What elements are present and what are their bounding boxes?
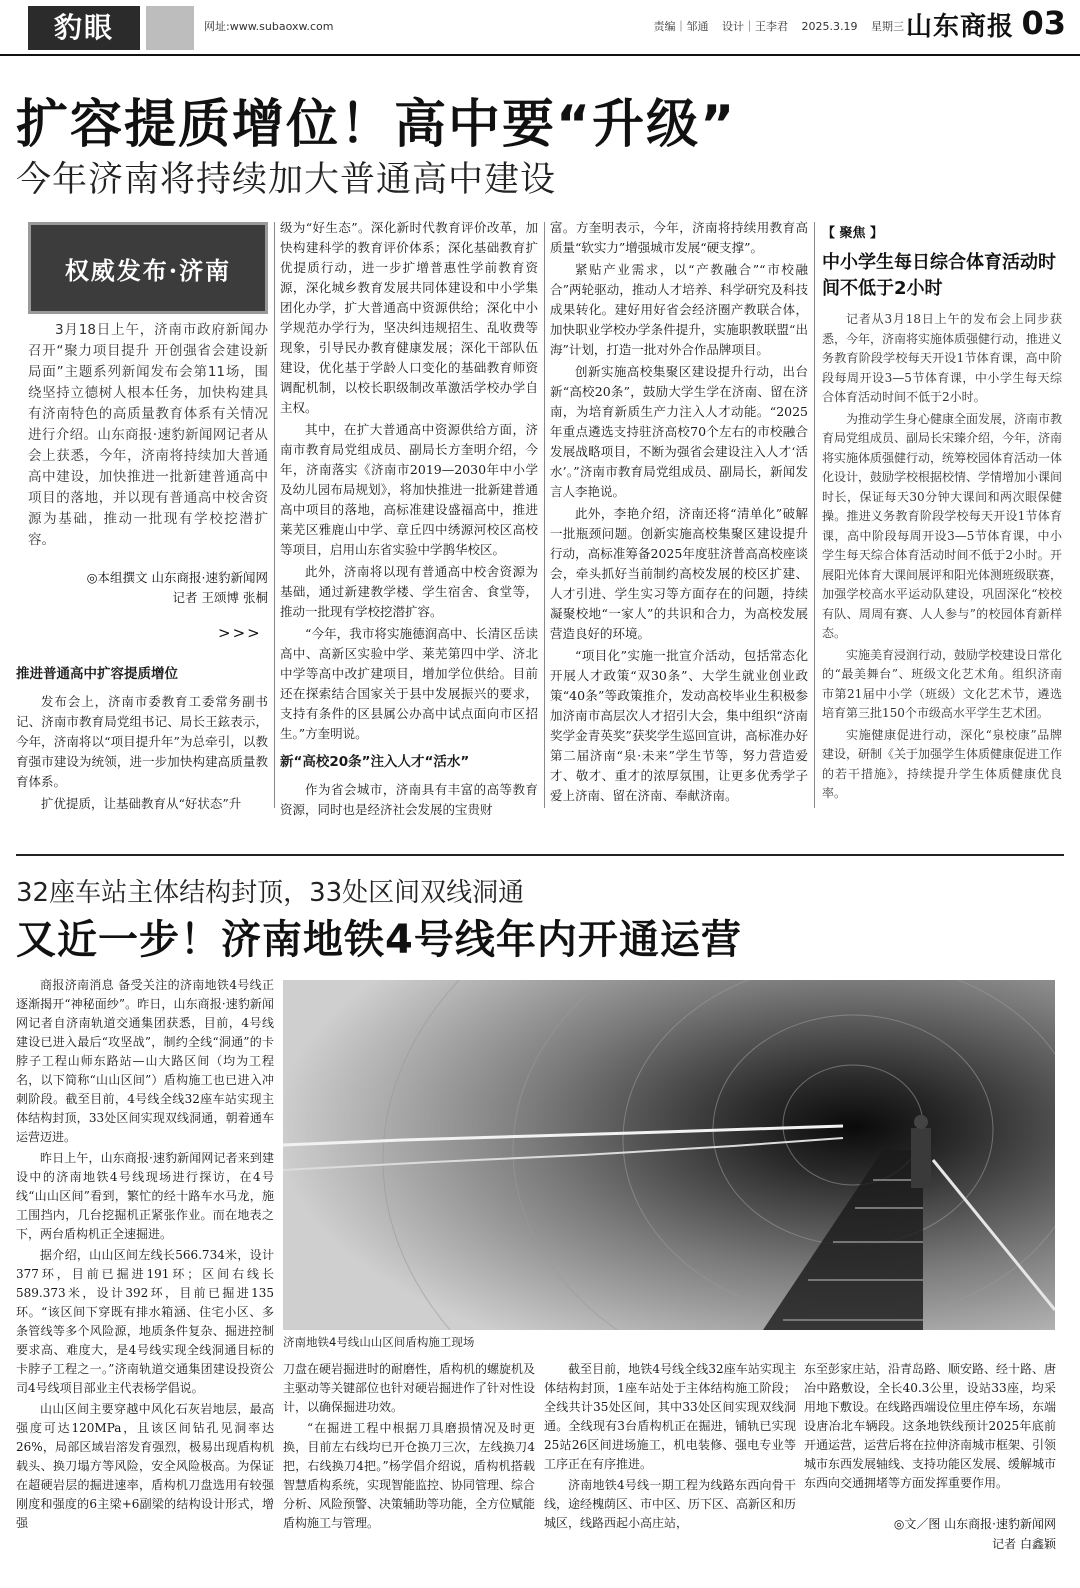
article2-column-3 (544, 1360, 796, 1535)
section-logo-mark (146, 6, 194, 50)
masthead-meta (644, 18, 904, 34)
focus-paragraph: 记者从3月18日上午的发布会上同步获悉，今年，济南将实施体质强健行动，推进义务教育阶段学校每天开设1节体育课，高中阶段每周开设3—5节体育课，中小学生每天综合体育活动时间不低于2小时。 (822, 312, 1063, 404)
body-paragraph: 据介绍，山山区间左线长566.734米，设计377环，目前已掘进191环；区间右线长589.373米，设计392环，目前已掘进135环。“该区间下穿既有排水箱涵、住宅小区、多条管线等多个风险源，地质条件复杂、掘进控制要求高、难度大，是4号线实现全线洞通目标的卡脖子工程之一。”济南轨道交通集团建设投资公司4号线项目部业主代表杨学倡说。 (16, 1248, 274, 1395)
column-rule (274, 222, 275, 808)
continue-arrows: >>> (218, 624, 262, 642)
editor-credit: 责编｜邹通 (653, 20, 709, 33)
focus-title: 中小学生每日综合体育活动时间不低于2小时 (822, 252, 1056, 299)
byline-reporter: 记者 白鑫颖 (992, 1537, 1056, 1551)
body-paragraph: 作为省会城市，济南具有丰富的高等教育资源，同时也是经济社会发展的宝贵财 (280, 782, 538, 817)
body-paragraph: 昨日上午，山东商报·速豹新闻网记者来到建设中的济南地铁4号线现场进行探访，在4号线“山山区间”看到，繁忙的经十路车水马龙，施工围挡内，几台挖掘机正紧张作业。而在地表之下，两台盾构机正全速掘进。 (16, 1151, 274, 1241)
article2-column-2 (283, 1360, 535, 1535)
focus-paragraph: 实施美育浸润行动，鼓励学校建设日常化的“最美舞台”、班级文化艺术角。组织济南市第21届中小学（班级）文化艺术节，遴选培育第三批150个市级高水平学生艺术团。 (822, 647, 1063, 720)
body-paragraph: 其中，在扩大普通高中资源供给方面，济南市教育局党组成员、副局长方奎明介绍，今年，济南落实《济南市2019—2030年中小学及幼儿园布局规划》，将加快推进一批新建普通高中项目的落地，高标准建设盛福高中，推进莱芜区雅鹿山中学、章丘四中绣源河校区高校等项目，启用山东省实验中学鹊华校区。 (280, 422, 538, 557)
page-number: 03 (1021, 4, 1066, 42)
authority-release-banner: 权威发布·济南 (28, 222, 268, 314)
body-paragraph: “项目化”实施一批宣介活动，包括常态化开展人才政策“双30条”、大学生就业创业政策“40条”等政策推介，发动高校毕业生积极参加济南市高层次人才招引大会，集中组织“济南奖学金青英奖”获奖学生巡回宣讲，高标准办好第二届济南“泉·未来”学生节等，努力营造爱才、敬才、重才的浓厚氛围，让更多优秀学子爱上济南、留在济南、奉献济南。 (550, 648, 808, 803)
byline-reporters: 记者 王颂博 张桐 (172, 590, 268, 605)
body-paragraph: “在掘进工程中根据刀具磨损情况及时更换，目前左右线均已开仓换刀三次，左线换刀4把，右线换刀4把。”杨学倡介绍说，盾构机搭载智慧盾构系统，实现智能监控、协同管理、综合分析、风险预警、决策辅助等功能，全方位赋能盾构施工与管理。 (283, 1421, 536, 1530)
article2-column-4 (804, 1360, 1056, 1495)
article1-column-3 (550, 218, 808, 808)
byline-outlet: ◎文／图 山东商报·速豹新闻网 (893, 1517, 1056, 1531)
focus-paragraph: 实施健康促进行动，深化“泉校康”品牌建设，研制《关于加强学生体质健康促进工作的若干措施》，持续提升学生体质健康优良率。 (822, 727, 1063, 800)
paper-name: 山东商报 (905, 12, 1014, 42)
body-paragraph: 刀盘在硬岩掘进时的耐磨性，盾构机的螺旋机及主驱动等关键部位也针对硬岩掘进作了针对性设计，以确保掘进功效。 (283, 1362, 536, 1414)
body-paragraph: 山山区间主要穿越中风化石灰岩地层，最高强度可达120MPa，且该区间钻孔见洞率达26%，局部区域岩溶发育强烈，极易出现盾构机载头、换刀塌方等风险，安全风险极高。为保证在超硬岩层的掘进速率，盾构机刀盘选用有较强刚度和强度的6主梁+6副梁的结构设计形式，增强 (16, 1402, 274, 1530)
body-paragraph: 扩优提质，让基础教育从“好状态”升 (41, 796, 242, 811)
tunnel-illustration (283, 980, 1055, 1330)
article1-byline (28, 568, 268, 608)
masthead (0, 0, 1080, 56)
body-paragraph: 发布会上，济南市委教育工委常务副书记、济南市教育局党组书记、局长王鉉表示，今年，济南将以“项目提升年”为总牵引，以教育强市建设为统领，进一步加快构建高质量教育体系。 (16, 694, 268, 789)
body-paragraph: 东至彭家庄站，沿青岛路、顺安路、经十路、唐冶中路敷设，全长40.3公里，设站33座，均采用地下敷设。在线路西端设位里庄停车场，东端设唐冶北车辆段。这条地铁线预计2025年底前开通运营，运营后将在拉伸济南城市框架、引领城市东西发展轴线、支持功能区发展、缓解城市东西向交通拥堵等方面发挥重要作用。 (804, 1362, 1057, 1490)
issue-weekday: 星期三 (871, 20, 904, 33)
focus-paragraph: 为推动学生身心健康全面发展，济南市教育局党组成员、副局长宋臻介绍，今年，济南将实施体质强健行动，统筹校园体育活动一体化设计，鼓励学校根据校情、学情增加小课间时长，保证每天30分钟大课间和两次眼保健操。推进义务教育阶段学校每天开设1节体育课，高中阶段每周开设3—5节体育课，中小学生每天综合体育活动时间不低于2小时。开展阳光体育大课间展评和阳光体测班级联赛，加强学校高水平运动队建设，巩固深化“校校有队、周周有赛、人人参与”的校园体育新样态。 (822, 411, 1063, 640)
body-paragraph: 此外，济南将以现有普通高中校舍资源为基础，通过新建教学楼、学生宿舍、食堂等，推动一批现有学校挖潜扩容。 (280, 564, 538, 619)
body-paragraph: 济南地铁4号线一期工程为线路东西向骨干线，途经槐荫区、市中区、历下区、高新区和历城区，线路西起小高庄站， (544, 1478, 797, 1530)
body-paragraph: 此外，李艳介绍，济南还将“清单化”破解一批瓶颈问题。创新实施高校集聚区建设提升行动，高标准筹备2025年度驻济普高高校座谈会，牵头抓好当前制约高校发展的校区扩建、人才引进、学生实习等方面存在的问题，持续凝聚校地“一家人”的共识和合力，为高校发展营造良好的环境。 (550, 506, 808, 641)
lead-paragraph: 3月18日上午，济南市政府新闻办召开“聚力项目提升 开创强省会建设新局面”主题系列新闻发布会第11场，围绕坚持立德树人根本任务，加快构建具有济南特色的高质量教育体系有关情况进行介绍。山东商报·速豹新闻网记者从会上获悉，今年，济南将持续加大普通高中建设，加快推进一批新建普通高中项目的落地，并以现有普通高中校舍资源为基础，推动一批现有学校挖潜扩容。 (28, 322, 268, 548)
focus-body (822, 310, 1062, 806)
body-paragraph: 截至目前，地铁4号线全线32座车站实现主体结构封顶，1座车站处于主体结构施工阶段；全线共计35处区间，其中33处区间实现双线洞通。全线现有3台盾构机正在掘进，铺轨已实现25站26区间进场施工，机电装修、强电专业等工序正在有序推进。 (544, 1362, 796, 1471)
article2-headline: 又近一步！济南地铁4号线年内开通运营 (16, 917, 742, 963)
section-heading: 新“高校20条”注入人才“活水” (280, 754, 470, 770)
issue-date: 2025.3.19 (801, 20, 858, 33)
article1-column-2 (280, 218, 538, 822)
article2-byline (830, 1514, 1056, 1554)
body-paragraph: 级为“好生态”。深化新时代教育评价改革，加快构建科学的教育评价体系；深化基础教育扩优提质行动，进一步扩增普惠性学前教育资源，深化城乡教育发展共同体建设和中小学集团化办学，扩大普通高中资源供给；深化中小学规范办学行为，坚决纠违规招生、乱收费等现象，引导民办教育健康发展；深化干部队伍建设，优化基于学龄人口变化的基础教育师资调配机制，以校长职级制改革激活学校办学自主权。 (280, 220, 538, 415)
body-paragraph: 创新实施高校集聚区建设提升行动，出台新“高校20条”，鼓励大学生学在济南、留在济南，为培育新质生产力注入人才动能。“2025年重点遴选支持驻济高校70个左右的市校融合发展战略项目，不断为强省会建设注入人才‘活水’。”济南市教育局党组成员、副局长，新闻发言人李艳说。 (550, 364, 808, 499)
article2-kicker: 32座车站主体结构封顶，33处区间双线洞通 (16, 878, 525, 908)
article1-lead (28, 320, 268, 551)
column-rule (814, 222, 815, 808)
article1-subhead: 今年济南将持续加大普通高中建设 (16, 160, 557, 200)
designer-credit: 设计｜王李君 (722, 20, 789, 33)
section-tag: 豹眼 (28, 6, 140, 50)
article1-headline: 扩容提质增位！高中要“升级” (16, 95, 737, 155)
section-divider (16, 854, 1064, 856)
body-paragraph: “今年，我市将实施德润高中、长清区岳读高中、高新区实验中学、莱芜第四中学、济北中学等高中改扩建项目，增加学位供给。目前还在探索结合国家关于县中发展振兴的要求，支持有条件的区县属公办高中试点面向市区招生。”方奎明说。 (280, 626, 538, 741)
article1-column-1 (16, 656, 268, 816)
body-paragraph: 紧贴产业需求，以“产教融合”“市校融合”两轮驱动，推动人才培养、科学研究及科技成果转化。建好用好省会经济圈产教联合体，加快职业学校办学条件提升，实施职教联盟“出海”计划，打造一批对外合作品牌项目。 (550, 262, 808, 357)
article2-column-1 (16, 976, 274, 1535)
byline-outlet: ◎本组撰文 山东商报·速豹新闻网 (86, 570, 268, 585)
body-paragraph: 富。方奎明表示，今年，济南将持续用教育高质量“软实力”增强城市发展“硬支撑”。 (550, 220, 808, 255)
site-url: 网址:www.subaoxw.com (204, 20, 334, 33)
tunnel-photo (283, 980, 1055, 1330)
section-heading: 推进普通高中扩容提质增位 (16, 666, 178, 682)
focus-tag: 【 聚焦 】 (822, 226, 884, 241)
photo-caption: 济南地铁4号线山山区间盾构施工现场 (283, 1335, 475, 1349)
column-rule (544, 222, 545, 808)
body-paragraph: 商报济南消息 备受关注的济南地铁4号线正逐渐揭开“神秘面纱”。昨日，山东商报·速豹新闻网记者自济南轨道交通集团获悉，目前，4号线建设已进入最后“攻坚战”，制约全线“洞通”的卡脖子工程山师东路站—山大路区间（均为工程名，以下简称“山山区间”）盾构施工也已进入冲刺阶段。截至目前，4号线全线32座车站实现主体结构封顶，33处区间实现双线洞通，朝着通车运营迈进。 (16, 978, 274, 1144)
